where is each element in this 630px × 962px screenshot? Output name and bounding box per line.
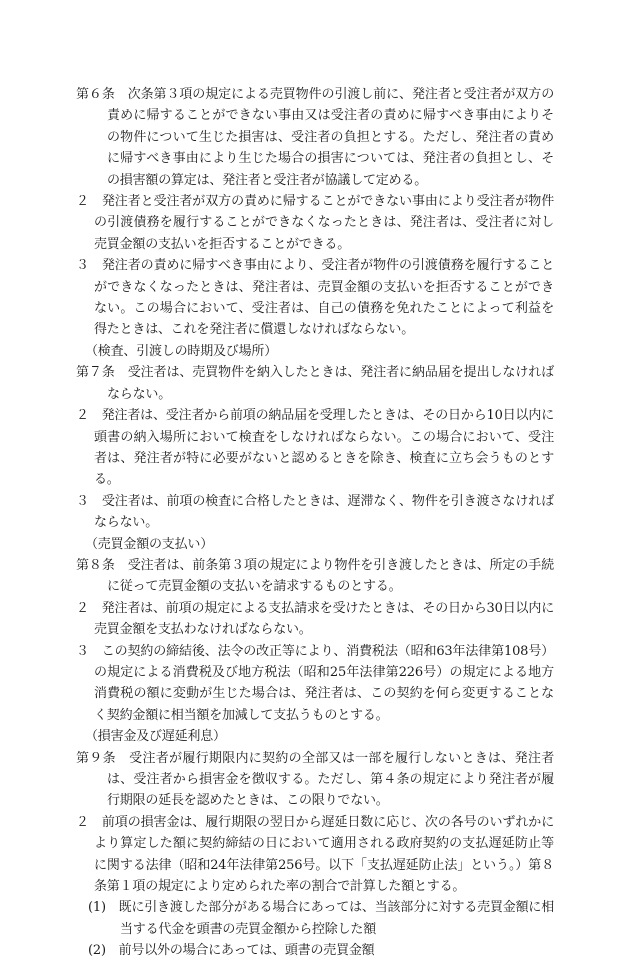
section-caption: （損害金及び遅延利息）	[85, 729, 226, 745]
article: 第８条 受注者は、前条第３項の規定により物件を引き渡したときは、所定の手続に従って売買金額の支払いを請求するものとする。	[76, 557, 554, 595]
contract-document	[76, 84, 554, 962]
clause-paragraph: ３ 受注者は、前項の検査に合格したときは、遅滞なく、物件を引き渡さなければならない。	[76, 493, 554, 531]
clause-paragraph: ３ この契約の締結後、法令の改正等により、消費税法（昭和63年法律第108号）の規定による消費税及び地方税法（昭和25年法律第226号）の規定による地方消費税の額に変動が生じた場合は、発注者は、この契約を何ら変更することなく契約金額に相当額を加減して支払うものとする。	[76, 643, 554, 723]
clause-paragraph: ３ 発注者の責めに帰すべき事由により、受注者が物件の引渡債務を履行することができなくなったときは、発注者は、売買金額の支払いを拒否することができない。この場合において、受注者は、自己の債務を免れたことによって利益を得たときは、これを発注者に償還しなければならない。	[76, 258, 554, 338]
numbered-item: (2) 前号以外の場合にあっては、頭書の売買金額	[88, 943, 375, 959]
clause-paragraph: ２ 前項の損害金は、履行期限の翌日から遅延日数に応じ、次の各号のいずれかにより算定した額に契約締結の日において適用される政府契約の支払遅延防止等に関する法律（昭和24年法律第256号。以下「支払遅延防止法」という。）第８条第１項の規定により定められた率の割合で計算した額とする。	[76, 814, 554, 895]
clause-paragraph: ２ 発注者と受注者が双方の責めに帰することができない事由により受注者が物件の引渡債務を履行することができなくなったときは、発注者は、受注者に対し売買金額の支払いを拒否することができる。	[76, 194, 554, 252]
section-caption: （検査、引渡しの時期及び場所）	[85, 343, 278, 359]
numbered-item: (1) 既に引き渡した部分がある場合にあっては、当該部分に対する売買金額に相当する代金を頭書の売買金額から控除した額	[88, 900, 554, 937]
section-caption: （売買金額の支払い）	[85, 536, 214, 552]
article: 第９条 受注者が履行期限内に契約の全部又は一部を履行しないときは、発注者は、受注者から損害金を徴収する。ただし、第４条の規定により発注者が履行期限の延長を認めたときは、この限りでない。	[76, 750, 554, 809]
clause-paragraph: ２ 発注者は、前項の規定による支払請求を受けたときは、その日から30日以内に売買金額を支払わなければならない。	[76, 600, 554, 638]
article: 第７条 受注者は、売買物件を納入したときは、発注者に納品届を提出しなければならない。	[76, 365, 554, 402]
article: 第６条 次条第３項の規定による売買物件の引渡し前に、発注者と受注者が双方の責めに帰することができない事由又は受注者の責めに帰すべき事由によりその物件について生じた損害は、受注者の負担とする。ただし、発注者の責めに帰すべき事由により生じた場合の損害については、発注者の負担とし、その損害額の算定は、発注者と受注者が協議して定める。	[76, 87, 554, 188]
clause-paragraph: ２ 発注者は、受注者から前項の納品届を受理したときは、その日から10日以内に頭書の納入場所において検査をしなければならない。この場合において、受注者は、発注者が特に必要がないと認めるときを除き、検査に立ち会うものとする。	[76, 408, 554, 488]
